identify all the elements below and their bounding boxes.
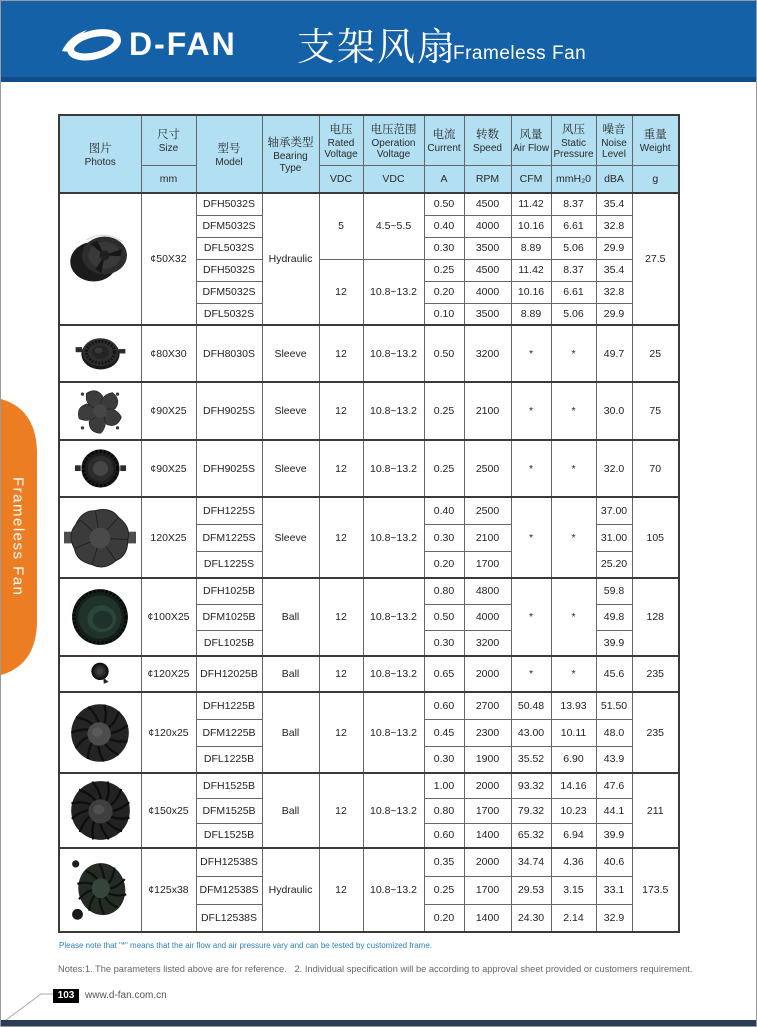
voltage-cell: 12 [319, 440, 363, 497]
col-header-operation-voltage: 电压范围 Operation Voltage [363, 115, 424, 166]
pressure-cell: * [551, 440, 596, 497]
airflow-cell: * [511, 656, 551, 692]
speed-cell: 4000 [464, 215, 511, 237]
asterisk-note: Please note that "*" means that the air flow and air pressure vary and can be tested by customized frame. [59, 941, 432, 950]
model-cell: DFL5032S [196, 303, 262, 325]
pressure-cell: 14.16 [551, 773, 596, 798]
bearing-cell: Ball [262, 656, 319, 692]
model-cell: DFH1225S [196, 497, 262, 524]
noise-cell: 45.6 [596, 656, 632, 692]
op-voltage-cell: 10.8~13.2 [363, 382, 424, 440]
table-row [59, 440, 679, 497]
current-cell: 0.80 [424, 798, 464, 823]
speed-cell: 1700 [464, 551, 511, 578]
current-cell: 0.30 [424, 524, 464, 551]
voltage-cell: 12 [319, 259, 363, 325]
airflow-cell: * [511, 325, 551, 382]
model-cell: DFL12538S [196, 904, 262, 932]
col-unit-rated-voltage: VDC [319, 166, 363, 194]
pressure-cell: * [551, 656, 596, 692]
model-cell: DFH5032S [196, 193, 262, 215]
speed-cell: 1700 [464, 798, 511, 823]
speed-cell: 3200 [464, 325, 511, 382]
corner-fold-line-icon [1, 982, 81, 1022]
blower-tabs-fan-icon [75, 328, 126, 379]
model-cell: DFH1025B [196, 578, 262, 604]
brand-name: D-FAN [129, 26, 237, 62]
airflow-cell: * [511, 382, 551, 440]
speed-cell: 1400 [464, 823, 511, 848]
col-unit-current: A [424, 166, 464, 194]
crown-fan-icon [75, 443, 126, 494]
swirl-3q-fan-icon [64, 854, 136, 926]
current-cell: 0.40 [424, 497, 464, 524]
airflow-cell: 10.16 [511, 215, 551, 237]
weight-cell: 173.5 [632, 848, 679, 932]
speed-cell: 2000 [464, 848, 511, 876]
noise-cell: 29.9 [596, 303, 632, 325]
noise-cell: 32.9 [596, 904, 632, 932]
noise-cell: 49.7 [596, 325, 632, 382]
size-cell: ¢150x25 [141, 773, 196, 848]
airflow-cell: 11.42 [511, 259, 551, 281]
page-number-badge: 103 [53, 989, 79, 1003]
current-cell: 0.40 [424, 215, 464, 237]
size-cell: 120X25 [141, 497, 196, 578]
noise-cell: 40.6 [596, 848, 632, 876]
model-cell: DFH1525B [196, 773, 262, 798]
model-cell: DFM5032S [196, 215, 262, 237]
voltage-cell: 12 [319, 692, 363, 773]
table-row [59, 193, 679, 215]
pressure-cell: 2.14 [551, 904, 596, 932]
fan-photo [59, 325, 141, 382]
airflow-cell: 10.16 [511, 281, 551, 303]
col-header-weight: 重量 Weight [632, 115, 679, 166]
bearing-cell: Ball [262, 773, 319, 848]
impeller-flat-fan-icon [64, 697, 136, 769]
noise-cell: 48.0 [596, 719, 632, 746]
model-cell: DFH1225B [196, 692, 262, 719]
op-voltage-cell: 10.8~13.2 [363, 848, 424, 932]
current-cell: 0.30 [424, 630, 464, 656]
airflow-cell: 11.42 [511, 193, 551, 215]
table-row [59, 773, 679, 798]
pressure-cell: 6.94 [551, 823, 596, 848]
current-cell: 0.50 [424, 604, 464, 630]
op-voltage-cell: 10.8~13.2 [363, 692, 424, 773]
model-cell: DFL1225S [196, 551, 262, 578]
bearing-cell: Ball [262, 692, 319, 773]
col-unit-weight: g [632, 166, 679, 194]
impeller-flat-lg-fan-icon [66, 776, 135, 845]
airflow-cell: 43.00 [511, 719, 551, 746]
noise-cell: 39.9 [596, 630, 632, 656]
noise-cell: 39.9 [596, 823, 632, 848]
speed-cell: 3500 [464, 237, 511, 259]
size-cell: ¢100X25 [141, 578, 196, 656]
col-header-photos: 图片 Photos [59, 115, 141, 193]
op-voltage-cell: 10.8~13.2 [363, 440, 424, 497]
col-unit-size: mm [141, 166, 196, 194]
pressure-cell: 6.61 [551, 281, 596, 303]
speed-cell: 2100 [464, 524, 511, 551]
weight-cell: 235 [632, 692, 679, 773]
noise-cell: 35.4 [596, 193, 632, 215]
speed-cell: 1700 [464, 876, 511, 904]
weight-cell: 211 [632, 773, 679, 848]
speed-cell: 2100 [464, 382, 511, 440]
airflow-cell: 24.30 [511, 904, 551, 932]
bearing-cell: Sleeve [262, 497, 319, 578]
current-cell: 0.20 [424, 551, 464, 578]
op-voltage-cell: 10.8~13.2 [363, 578, 424, 656]
noise-cell: 30.0 [596, 382, 632, 440]
airflow-cell: 93.32 [511, 773, 551, 798]
pressure-cell: 4.36 [551, 848, 596, 876]
speed-cell: 4000 [464, 604, 511, 630]
current-cell: 0.65 [424, 656, 464, 692]
speed-cell: 1900 [464, 746, 511, 773]
fan-photo [59, 193, 141, 325]
fan-photo [59, 440, 141, 497]
bearing-cell: Sleeve [262, 440, 319, 497]
col-header-rated-voltage: 电压 Rated Voltage [319, 115, 363, 166]
table-row [59, 497, 679, 524]
current-cell: 0.60 [424, 692, 464, 719]
weight-cell: 75 [632, 382, 679, 440]
model-cell: DFM1525B [196, 798, 262, 823]
current-cell: 0.25 [424, 259, 464, 281]
model-cell: DFH9025S [196, 382, 262, 440]
reference-notes: Notes:1. The parameters listed above are for reference. 2. Individual specification will be according to approval sheet provided or customers requirement. [58, 964, 693, 974]
bearing-cell: Hydraulic [262, 848, 319, 932]
airflow-cell: 79.32 [511, 798, 551, 823]
pressure-cell: 6.61 [551, 215, 596, 237]
model-cell: DFM12538S [196, 876, 262, 904]
speed-cell: 2000 [464, 656, 511, 692]
voltage-cell: 5 [319, 193, 363, 259]
airflow-cell: 50.48 [511, 692, 551, 719]
model-cell: DFL1225B [196, 746, 262, 773]
speed-cell: 3500 [464, 303, 511, 325]
current-cell: 0.80 [424, 578, 464, 604]
bearing-cell: Sleeve [262, 325, 319, 382]
current-cell: 0.60 [424, 823, 464, 848]
impeller-3q-fan-icon [64, 223, 136, 295]
model-cell: DFM1225B [196, 719, 262, 746]
speed-cell: 2300 [464, 719, 511, 746]
spec-table [58, 114, 680, 933]
voltage-cell: 12 [319, 848, 363, 932]
page-title-chinese: 支架风扇 [297, 27, 458, 69]
model-cell: DFH8030S [196, 325, 262, 382]
voltage-cell: 12 [319, 773, 363, 848]
col-header-noise-level: 噪音 Noise Level [596, 115, 632, 166]
op-voltage-cell: 10.8~13.2 [363, 773, 424, 848]
airflow-cell: 8.89 [511, 303, 551, 325]
current-cell: 0.25 [424, 876, 464, 904]
col-unit-air-flow: CFM [511, 166, 551, 194]
model-cell: DFH12025B [196, 656, 262, 692]
size-cell: ¢120X25 [141, 656, 196, 692]
pressure-cell: 5.06 [551, 237, 596, 259]
model-cell: DFM1025B [196, 604, 262, 630]
page-title-english: Frameless Fan [453, 43, 587, 64]
pressure-cell: 10.23 [551, 798, 596, 823]
weight-cell: 25 [632, 325, 679, 382]
side-tab-label: Frameless Fan [9, 477, 27, 597]
pressure-cell: 8.37 [551, 259, 596, 281]
website-url: www.d-fan.com.cn [85, 990, 167, 1001]
speed-cell: 3200 [464, 630, 511, 656]
model-cell: DFH12538S [196, 848, 262, 876]
current-cell: 0.30 [424, 237, 464, 259]
size-cell: ¢90X25 [141, 382, 196, 440]
airflow-cell: 35.52 [511, 746, 551, 773]
noise-cell: 47.6 [596, 773, 632, 798]
pressure-cell: 5.06 [551, 303, 596, 325]
bottom-bar [1, 1020, 756, 1026]
pressure-cell: 13.93 [551, 692, 596, 719]
current-cell: 1.00 [424, 773, 464, 798]
fan-photo [59, 382, 141, 440]
airflow-cell: 34.74 [511, 848, 551, 876]
page-header [1, 1, 756, 82]
round-foot-fan-icon [85, 659, 115, 689]
model-cell: DFH5032S [196, 259, 262, 281]
speed-cell: 4500 [464, 259, 511, 281]
noise-cell: 37.00 [596, 497, 632, 524]
size-cell: ¢80X30 [141, 325, 196, 382]
pressure-cell: 6.90 [551, 746, 596, 773]
bearing-cell: Hydraulic [262, 193, 319, 325]
noise-cell: 25.20 [596, 551, 632, 578]
axial-7-blade-fan-icon [64, 502, 136, 574]
current-cell: 0.50 [424, 325, 464, 382]
current-cell: 0.50 [424, 193, 464, 215]
model-cell: DFH9025S [196, 440, 262, 497]
fan-photo [59, 692, 141, 773]
col-header-size: 尺寸 Size [141, 115, 196, 166]
current-cell: 0.25 [424, 440, 464, 497]
speed-cell: 4000 [464, 281, 511, 303]
fan-photo [59, 578, 141, 656]
col-header-static-pressure: 风压 Static Pressure [551, 115, 596, 166]
weight-cell: 128 [632, 578, 679, 656]
size-cell: ¢125x38 [141, 848, 196, 932]
pressure-cell: * [551, 497, 596, 578]
col-header-bearing-type: 轴承类型 Bearing Type [262, 115, 319, 193]
airflow-cell: 29.53 [511, 876, 551, 904]
airflow-cell: 65.32 [511, 823, 551, 848]
bearing-cell: Ball [262, 578, 319, 656]
noise-cell: 32.0 [596, 440, 632, 497]
current-cell: 0.20 [424, 904, 464, 932]
voltage-cell: 12 [319, 325, 363, 382]
header-accent-strip [1, 77, 756, 82]
pressure-cell: * [551, 578, 596, 656]
noise-cell: 51.50 [596, 692, 632, 719]
op-voltage-cell: 10.8~13.2 [363, 497, 424, 578]
op-voltage-cell: 10.8~13.2 [363, 656, 424, 692]
fan-photo [59, 773, 141, 848]
noise-cell: 44.1 [596, 798, 632, 823]
noise-cell: 32.8 [596, 215, 632, 237]
col-unit-operation-voltage: VDC [363, 166, 424, 194]
table-row [59, 848, 679, 876]
table-row [59, 656, 679, 692]
fan-photo [59, 848, 141, 932]
airflow-cell: * [511, 440, 551, 497]
table-row [59, 325, 679, 382]
current-cell: 0.45 [424, 719, 464, 746]
weight-cell: 235 [632, 656, 679, 692]
dome-fan-icon [64, 581, 136, 653]
weight-cell: 27.5 [632, 193, 679, 325]
airflow-cell: * [511, 578, 551, 656]
col-unit-noise-level: dBA [596, 166, 632, 194]
speed-cell: 4500 [464, 193, 511, 215]
side-tab-frameless-fan [1, 393, 41, 681]
speed-cell: 2700 [464, 692, 511, 719]
axial-5-blade-fan-icon [74, 385, 126, 437]
op-voltage-cell: 10.8~13.2 [363, 259, 424, 325]
op-voltage-cell: 10.8~13.2 [363, 325, 424, 382]
bearing-cell: Sleeve [262, 382, 319, 440]
pressure-cell: * [551, 325, 596, 382]
voltage-cell: 12 [319, 497, 363, 578]
current-cell: 0.35 [424, 848, 464, 876]
model-cell: DFL1025B [196, 630, 262, 656]
voltage-cell: 12 [319, 656, 363, 692]
col-unit-speed: RPM [464, 166, 511, 194]
speed-cell: 2000 [464, 773, 511, 798]
speed-cell: 4800 [464, 578, 511, 604]
current-cell: 0.30 [424, 746, 464, 773]
model-cell: DFM5032S [196, 281, 262, 303]
noise-cell: 59.8 [596, 578, 632, 604]
col-unit-static-pressure: mmH₂0 [551, 166, 596, 194]
model-cell: DFL5032S [196, 237, 262, 259]
model-cell: DFM1225S [196, 524, 262, 551]
airflow-cell: * [511, 497, 551, 578]
pressure-cell: * [551, 382, 596, 440]
noise-cell: 49.8 [596, 604, 632, 630]
current-cell: 0.20 [424, 281, 464, 303]
col-header-current: 电流 Current [424, 115, 464, 166]
table-row [59, 382, 679, 440]
current-cell: 0.10 [424, 303, 464, 325]
size-cell: ¢120x25 [141, 692, 196, 773]
fan-photo [59, 656, 141, 692]
current-cell: 0.25 [424, 382, 464, 440]
voltage-cell: 12 [319, 382, 363, 440]
model-cell: DFL1525B [196, 823, 262, 848]
speed-cell: 1400 [464, 904, 511, 932]
voltage-cell: 12 [319, 578, 363, 656]
table-row [59, 692, 679, 719]
noise-cell: 35.4 [596, 259, 632, 281]
noise-cell: 32.8 [596, 281, 632, 303]
pressure-cell: 3.15 [551, 876, 596, 904]
noise-cell: 43.9 [596, 746, 632, 773]
dfan-swoosh-logo-icon [61, 23, 125, 65]
size-cell: ¢90X25 [141, 440, 196, 497]
noise-cell: 33.1 [596, 876, 632, 904]
noise-cell: 31.00 [596, 524, 632, 551]
speed-cell: 2500 [464, 497, 511, 524]
noise-cell: 29.9 [596, 237, 632, 259]
fan-photo [59, 497, 141, 578]
op-voltage-cell: 4.5~5.5 [363, 193, 424, 259]
col-header-speed: 转数 Speed [464, 115, 511, 166]
speed-cell: 2500 [464, 440, 511, 497]
weight-cell: 70 [632, 440, 679, 497]
col-header-air-flow: 风量 Air Flow [511, 115, 551, 166]
pressure-cell: 8.37 [551, 193, 596, 215]
col-header-model: 型号 Model [196, 115, 262, 193]
airflow-cell: 8.89 [511, 237, 551, 259]
size-cell: ¢50X32 [141, 193, 196, 325]
pressure-cell: 10.11 [551, 719, 596, 746]
table-row [59, 578, 679, 604]
weight-cell: 105 [632, 497, 679, 578]
